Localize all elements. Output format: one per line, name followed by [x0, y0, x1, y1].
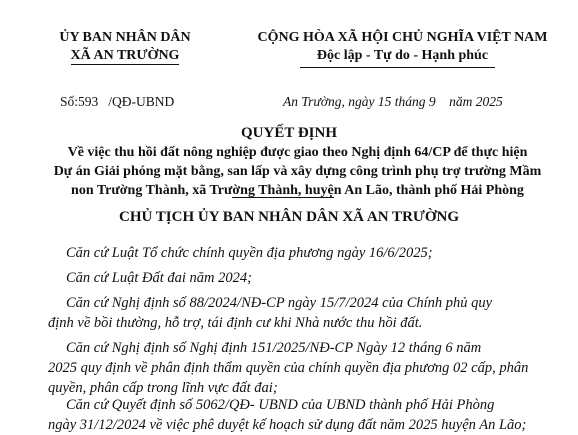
basis-3-line-2: định về bồi thường, hỗ trợ, tái định cư khi Nhà nước thu hồi đất.: [48, 315, 423, 331]
issuer-heading: CHỦ TỊCH ỦY BAN NHÂN DÂN XÃ AN TRƯỜNG: [118, 209, 460, 225]
document-subject: [30, 143, 565, 200]
basis-5-line-1: Căn cứ Quyết định số 5062/QĐ- UBND của UBND thành phố Hải Phòng: [66, 397, 495, 413]
basis-item-3: [48, 293, 568, 333]
basis-5-line-2: ngày 31/12/2024 về việc phê duyệt kế hoạch sử dụng đất năm 2025 huyện An Lão;: [48, 417, 527, 433]
basis-item-5: [48, 395, 568, 435]
document-number-label: Số:593: [60, 94, 99, 109]
basis-item-1: [48, 243, 568, 263]
agency-subname: [40, 48, 210, 64]
document-title: QUYẾT ĐỊNH: [241, 125, 337, 141]
subject-line-1: Về việc thu hồi đất nông nghiệp được giao theo Nghị định 64/CP để thực hiện: [67, 145, 528, 160]
subject-line-2: Dự án Giải phóng mặt bằng, san lấp và xây dựng công trình phụ trợ trường Mầm: [53, 164, 542, 179]
basis-item-4: [48, 338, 568, 398]
basis-1-line-1: Căn cứ Luật Tổ chức chính quyền địa phương ngày 16/6/2025;: [66, 245, 433, 261]
basis-4-line-2: 2025 quy định về phân định thẩm quyền của chính quyền địa phương 02 cấp, phân: [48, 360, 529, 376]
document-date: An Trường, ngày 15 tháng 9 năm 2025: [283, 94, 503, 109]
basis-item-2: [48, 268, 568, 288]
national-title: CỘNG HÒA XÃ HỘI CHỦ NGHĨA VIỆT NAM: [257, 30, 548, 45]
national-motto: Độc lập - Tự do - Hạnh phúc: [316, 48, 489, 63]
agency-name: ỦY BAN NHÂN DÂN: [59, 30, 191, 45]
basis-4-line-1: Căn cứ Nghị định số Nghị định 151/2025/NĐ-CP Ngày 12 tháng 6 năm: [66, 340, 482, 356]
agency-subname-text: XÃ AN TRƯỜNG: [70, 48, 180, 63]
basis-4-line-3: quyền, phân cấp trong lĩnh vực đất đai;: [48, 380, 278, 396]
basis-2-line-1: Căn cứ Luật Đất đai năm 2024;: [66, 270, 252, 286]
basis-3-line-1: Căn cứ Nghị định số 88/2024/NĐ-CP ngày 15/7/2024 của Chính phủ quy: [66, 295, 493, 311]
document-number: [60, 94, 174, 110]
subject-underline: [232, 197, 334, 198]
motto-underline: [300, 67, 495, 68]
document-number-suffix: /QĐ-UBND: [108, 94, 175, 109]
subject-line-3: non Trường Thành, xã Trường Thành, huyện An Lão, thành phố Hải Phòng: [71, 183, 524, 198]
